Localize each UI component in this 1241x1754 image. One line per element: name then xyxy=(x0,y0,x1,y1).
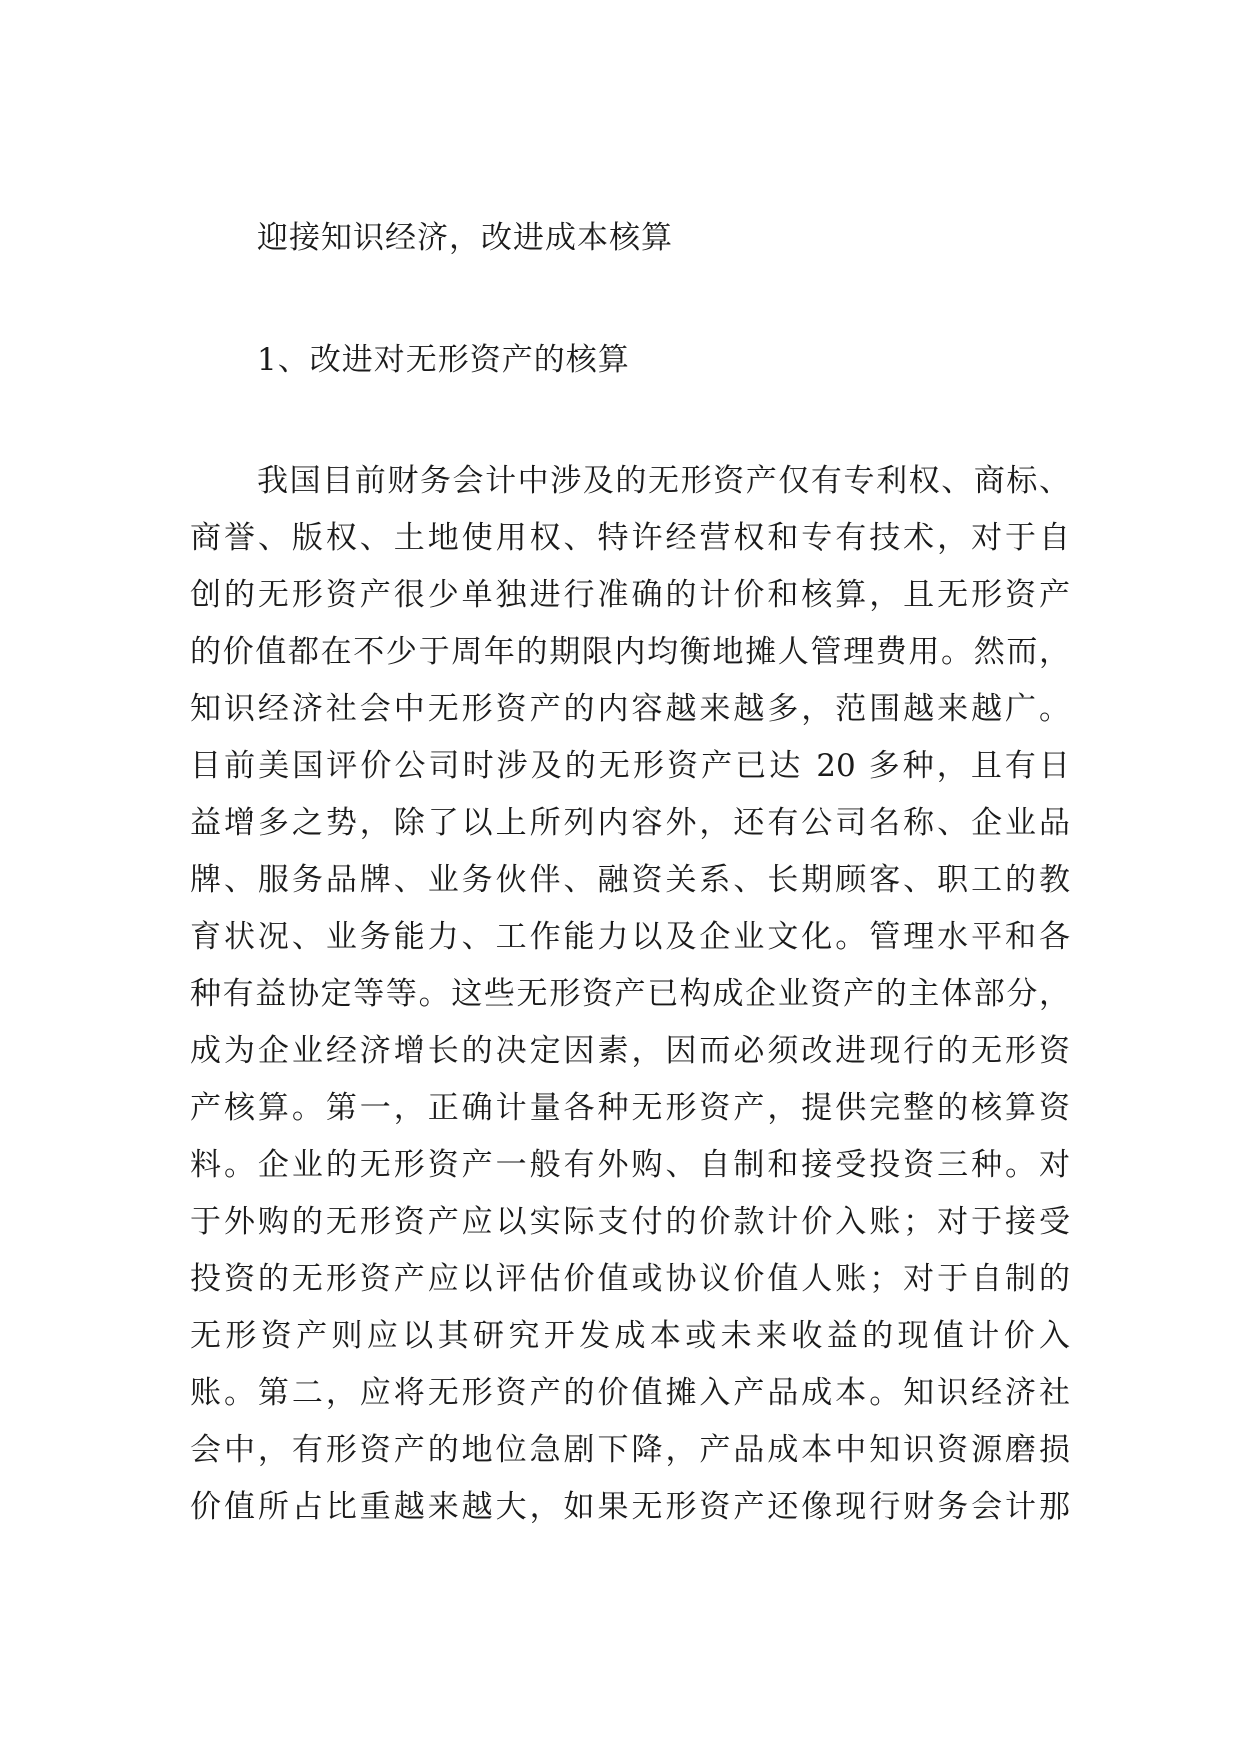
paragraph-line: 种有益协定等等。这些无形资产已构成企业资产的主体部分， xyxy=(190,976,1070,1012)
paragraph-line: 目前美国评价公司时涉及的无形资产已达 20 多种，且有日 xyxy=(190,748,1070,784)
paragraph-line: 创的无形资产很少单独进行准确的计价和核算，且无形资产 xyxy=(190,577,1070,613)
paragraph-line: 益增多之势，除了以上所列内容外，还有公司名称、企业品 xyxy=(190,805,1070,841)
paragraph-line: 育状况、业务能力、工作能力以及企业文化。管理水平和各 xyxy=(190,919,1070,955)
paragraph-line: 无形资产则应以其研究开发成本或未来收益的现值计价入 xyxy=(190,1318,1070,1354)
paragraph-line: 的价值都在不少于周年的期限内均衡地摊人管理费用。然而， xyxy=(190,634,1070,670)
paragraph-line: 价值所占比重越来越大，如果无形资产还像现行财务会计那 xyxy=(190,1489,1070,1525)
paragraph-line: 于外购的无形资产应以实际支付的价款计价入账；对于接受 xyxy=(190,1204,1070,1240)
paragraph-line: 成为企业经济增长的决定因素，因而必须改进现行的无形资 xyxy=(190,1033,1070,1069)
paragraph-line: 投资的无形资产应以评估价值或协议价值人账；对于自制的 xyxy=(190,1261,1070,1297)
document-title: 迎接知识经济，改进成本核算 xyxy=(257,220,673,256)
paragraph-line: 会中，有形资产的地位急剧下降，产品成本中知识资源磨损 xyxy=(190,1432,1070,1468)
paragraph-line: 知识经济社会中无形资产的内容越来越多，范围越来越广。 xyxy=(190,691,1070,727)
section-heading: 1、改进对无形资产的核算 xyxy=(257,342,630,378)
paragraph-line: 牌、服务品牌、业务伙伴、融资关系、长期顾客、职工的教 xyxy=(190,862,1070,898)
body-paragraph xyxy=(190,453,1070,1536)
paragraph-line: 我国目前财务会计中涉及的无形资产仅有专利权、商标、 xyxy=(257,463,1070,499)
paragraph-line: 产核算。第一，正确计量各种无形资产，提供完整的核算资 xyxy=(190,1090,1070,1126)
paragraph-line: 商誉、版权、土地使用权、特许经营权和专有技术，对于自 xyxy=(190,520,1070,556)
paragraph-line: 账。第二，应将无形资产的价值摊入产品成本。知识经济社 xyxy=(190,1375,1070,1411)
paragraph-line: 料。企业的无形资产一般有外购、自制和接受投资三种。对 xyxy=(190,1147,1070,1183)
